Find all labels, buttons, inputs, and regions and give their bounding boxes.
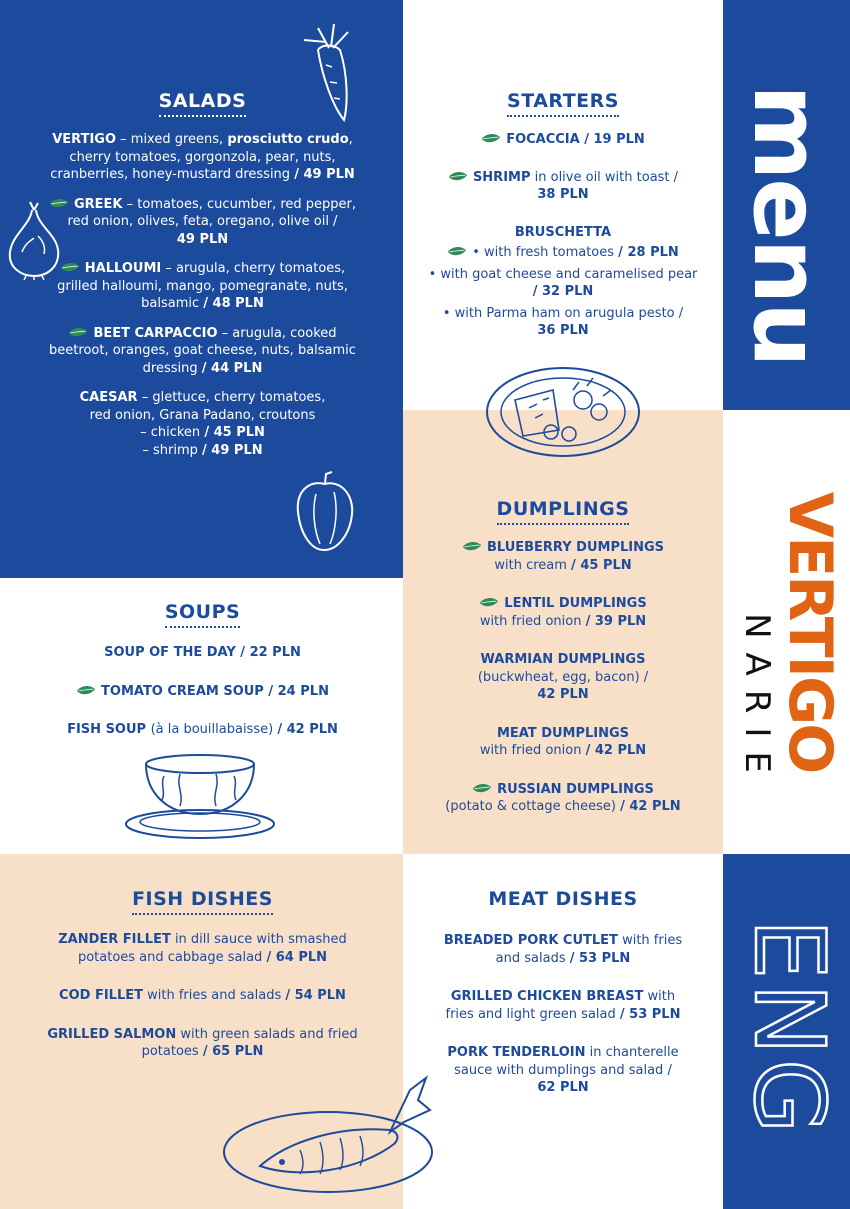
starters-section <box>413 90 713 340</box>
salad-caesar: CAESAR – glettuce, cherry tomatoes, red onion, Grana Padano, croutons – chicken / 45 PLN – shrimp / 49 PLN <box>79 390 326 458</box>
bruschetta-goat-cheese: • with goat cheese and caramelised pear / 32 PLN <box>428 266 698 299</box>
salads-title: SALADS <box>159 90 247 117</box>
meat-title: MEAT DISHES <box>488 888 638 910</box>
onion-drawing <box>4 200 64 280</box>
soup-bowl-drawing <box>120 752 280 842</box>
dumpling-russian: RUSSIAN DUMPLINGS (potato & cottage cheese) / 42 PLN <box>445 781 681 814</box>
salad-vertigo: VERTIGO – mixed greens, prosciutto crudo, cherry tomatoes, gorgonzola, pear, nuts, cranberries, honey-mustard dressing / 49 PLN <box>50 132 355 182</box>
starter-bruschetta-title: BRUSCHETTA <box>514 224 612 240</box>
soup-of-the-day: SOUP OF THE DAY / 22 PLN <box>104 645 301 660</box>
menu-word: menu <box>733 84 840 366</box>
vertigo-logo: VERTIGO <box>775 491 845 773</box>
bruschetta-parma: • with Parma ham on arugula pesto / 36 PLN <box>442 305 684 338</box>
fish-zander: ZANDER FILLET in dill sauce with smashed potatoes and cabbage salad / 64 PLN <box>58 932 347 965</box>
bruschetta-plate-drawing <box>483 360 643 465</box>
vegetarian-leaf-icon <box>472 783 492 794</box>
vegetarian-leaf-icon <box>481 133 501 144</box>
meat-pork-tenderloin: PORK TENDERLOIN in chanterelle sauce with dumplings and salad / 62 PLN <box>447 1045 679 1095</box>
soups-title: SOUPS <box>165 601 240 628</box>
bruschetta-tomatoes: • with fresh tomatoes / 28 PLN <box>413 244 713 262</box>
starter-shrimp: SHRIMP in olive oil with toast / 38 PLN <box>413 169 713 204</box>
carrot-drawing <box>296 20 366 125</box>
dumplings-title: DUMPLINGS <box>497 498 630 525</box>
salad-greek: GREEK – tomatoes, cucumber, red pepper, red onion, olives, feta, oregano, olive oil / 49 PLN <box>20 196 385 249</box>
pepper-drawing <box>290 470 360 555</box>
language-label: ENG <box>733 918 845 1138</box>
meat-section <box>413 888 733 1097</box>
fish-section <box>20 888 385 1061</box>
dumpling-meat: MEAT DUMPLINGS with fried onion / 42 PLN <box>479 725 647 758</box>
soup-tomato: TOMATO CREAM SOUP / 24 PLN <box>20 683 385 701</box>
vegetarian-leaf-icon <box>448 171 468 182</box>
vegetarian-leaf-icon <box>68 327 88 338</box>
vegetarian-leaf-icon <box>462 541 482 552</box>
meat-chicken-breast: GRILLED CHICKEN BREAST with fries and light green salad / 53 PLN <box>445 989 681 1022</box>
salads-section <box>20 90 385 459</box>
fish-title: FISH DISHES <box>132 888 273 915</box>
salad-beet-carpaccio: BEET CARPACCIO – arugula, cooked beetroot, oranges, goat cheese, nuts, balsamic dressing / 44 PLN <box>49 325 356 376</box>
soup-fish: FISH SOUP (à la bouillabaisse) / 42 PLN <box>67 722 338 737</box>
starter-focaccia: FOCACCIA / 19 PLN <box>413 131 713 149</box>
dumplings-section <box>413 498 713 816</box>
fish-cod: COD FILLET with fries and salads / 54 PLN <box>59 988 346 1003</box>
fish-salmon: GRILLED SALMON with green salads and fried potatoes / 65 PLN <box>47 1026 358 1059</box>
dumpling-warmian: WARMIAN DUMPLINGS (buckwheat, egg, bacon) / 42 PLN <box>477 652 649 702</box>
meat-pork-cutlet: BREADED PORK CUTLET with fries and salads / 53 PLN <box>443 933 683 966</box>
starters-title: STARTERS <box>507 90 619 117</box>
dumpling-lentil: LENTIL DUMPLINGS with fried onion / 39 PLN <box>479 596 647 629</box>
vegetarian-leaf-icon <box>447 246 467 257</box>
narie-logo: NARIE <box>737 613 777 787</box>
vegetarian-leaf-icon <box>76 685 96 696</box>
vegetarian-leaf-icon <box>479 597 499 608</box>
soups-section <box>20 601 385 739</box>
dumpling-blueberry: BLUEBERRY DUMPLINGS with cream / 45 PLN <box>413 539 713 574</box>
salad-halloumi: HALLOUMI – arugula, cherry tomatoes, grilled halloumi, mango, pomegranate, nuts, balsamic / 48 PLN <box>57 261 348 311</box>
